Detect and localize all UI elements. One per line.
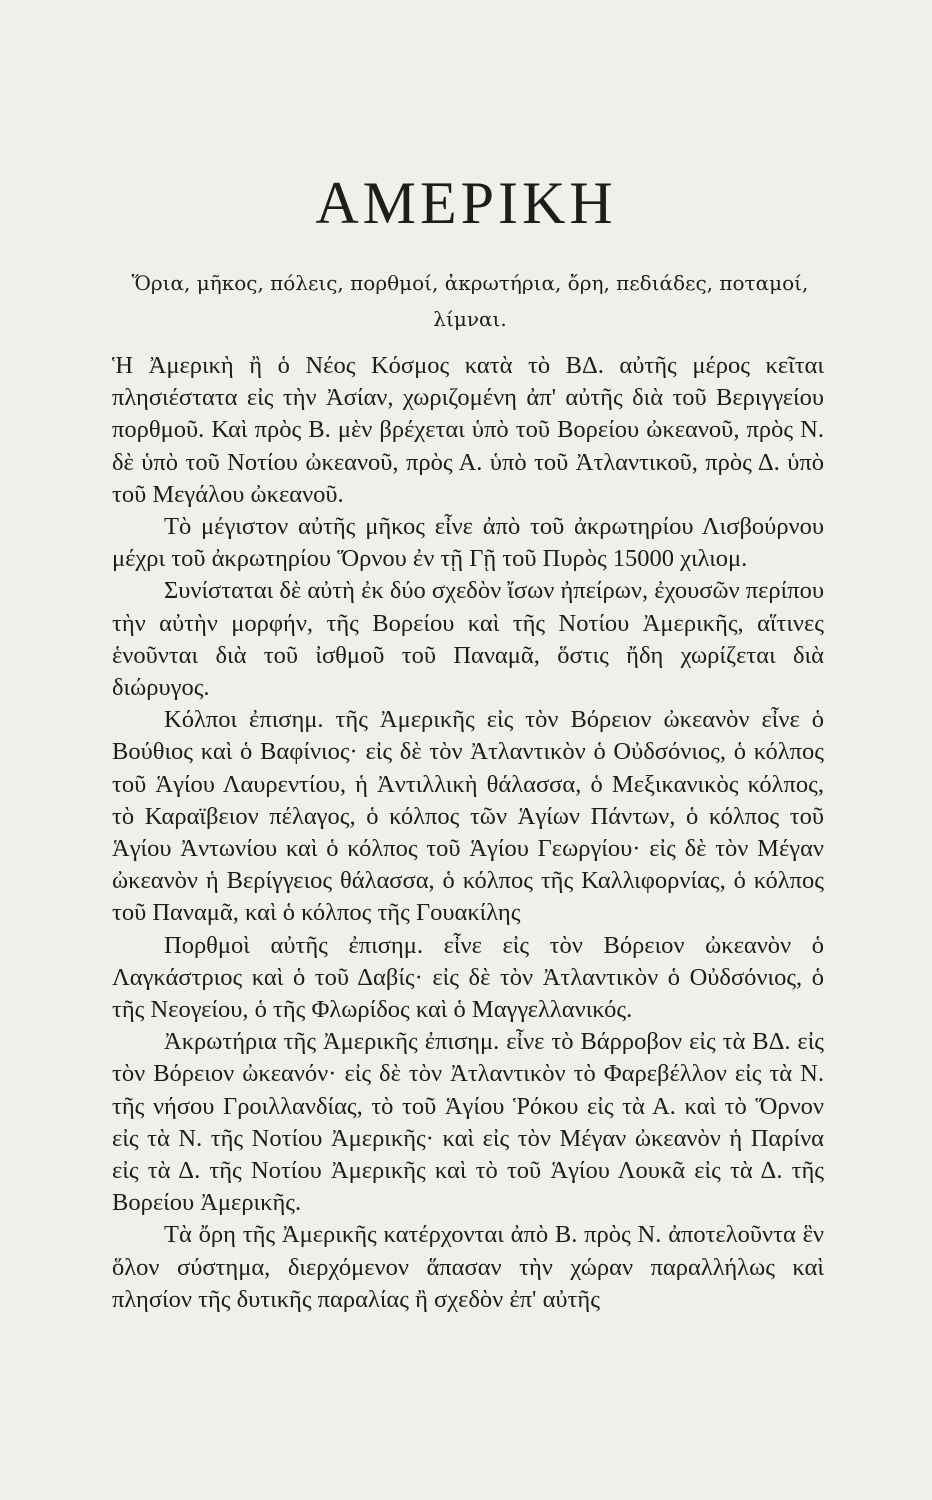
paragraph-intro: Ἡ Ἀμερικὴ ἢ ὁ Νέος Κόσμος κατὰ τὸ ΒΔ. αὐτῆς μέρος κεῖται πλησιέστατα εἰς τὴν Ἀσίαν, χωριζομένη ἀπ' αὐτῆς διὰ τοῦ Βεριγγείου πορθμοῦ. Καὶ πρὸς Β. μὲν βρέχεται ὑπὸ τοῦ Βορείου ὠκεανοῦ, πρὸς Ν. δὲ ὑπὸ τοῦ Νοτίου ὠκεανοῦ, πρὸς Α. ὑπὸ τοῦ Ἀτλαντικοῦ, πρὸς Δ. ὑπὸ τοῦ Μεγάλου ὠκεανοῦ. [112,352,824,508]
body-text [112,350,824,1316]
chapter-subtitle: Ὅρια, μῆκος, πόλεις, πορθμοί, ἀκρωτήρια, ὄρη, πεδιάδες, ποταμοί, λίμναι. [131,271,809,331]
paragraph-gulfs: Κόλποι ἐπισημ. τῆς Ἀμερικῆς εἰς τὸν Βόρειον ὠκεανὸν εἶνε ὁ Βούθιος καὶ ὁ Βαφίνιος· εἰς δὲ τὸν Ἀτλαντικὸν ὁ Οὐδσόνιος, ὁ κόλπος τοῦ Ἁγίου Λαυρεντίου, ἡ Ἀντιλλικὴ θάλασσα, ὁ Μεξικανικὸς κόλπος, τὸ Καραϊβειον πέλαγος, ὁ κόλπος τῶν Ἁγίων Πάντων, ὁ κόλπος τοῦ Ἁγίου Ἀντωνίου καὶ ὁ κόλπος τοῦ Ἁγίου Γεωργίου· εἰς δὲ τὸν Μέγαν ὠκεανὸν ἡ Βερίγγειος θάλασσα, ὁ κόλπος τῆς Καλλιφορνίας, ὁ κόλπος τοῦ Παναμᾶ, καὶ ὁ κόλπος τῆς Γουακίλης [112,706,824,927]
paragraph-continents: Συνίσταται δὲ αὐτὴ ἐκ δύο σχεδὸν ἴσων ἠπείρων, ἐχουσῶν περίπου τὴν αὐτὴν μορφήν, τῆς Βορείου καὶ τῆς Νοτίου Ἀμερικῆς, αἵτινες ἑνοῦνται διὰ τοῦ ἰσθμοῦ τοῦ Παναμᾶ, ὅστις ἤδη χωρίζεται διὰ διώρυγος. [112,577,824,702]
paragraph-straits: Πορθμοὶ αὐτῆς ἐπισημ. εἶνε εἰς τὸν Βόρειον ὠκεανὸν ὁ Λαγκάστριος καὶ ὁ τοῦ Δαβίς· εἰς δὲ τὸν Ἀτλαντικὸν ὁ Οὐδσόνιος, ὁ τῆς Νεογείου, ὁ τῆς Φλωρίδος καὶ ὁ Μαγγελλανικός. [112,931,824,1024]
chapter-title: ΑΜΕΡΙΚΗ [315,170,617,236]
paragraph-capes: Ἀκρωτήρια τῆς Ἀμερικῆς ἐπισημ. εἶνε τὸ Βάρροβον εἰς τὰ ΒΔ. εἰς τὸν Βόρειον ὠκεανόν· εἰς δὲ τὸν Ἀτλαντικὸν τὸ Φαρεβέλλον εἰς τὰ Ν. τῆς νήσου Γροιλλανδίας, τὸ τοῦ Ἁγίου Ῥόκου εἰς τὰ Α. καὶ τὸ Ὅρνον εἰς τὰ Ν. τῆς Νοτίου Ἀμερικῆς· καὶ εἰς τὸν Μέγαν ὠκεανὸν ἡ Παρίνα εἰς τὰ Δ. τῆς Νοτίου Ἀμερικῆς καὶ τὸ τοῦ Ἁγίου Λουκᾶ εἰς τὰ Δ. τῆς Βορείου Ἀμερικῆς. [112,1028,824,1217]
paragraph-length: Τὸ μέγιστον αὐτῆς μῆκος εἶνε ἀπὸ τοῦ ἀκρωτηρίου Λισβούρνου μέχρι τοῦ ἀκρωτηρίου Ὅρνου ἐν τῇ Γῇ τοῦ Πυρὸς 15000 χιλιομ. [112,513,824,573]
paragraph-mountains: Τὰ ὄρη τῆς Ἀμερικῆς κατέρχονται ἀπὸ Β. πρὸς Ν. ἀποτελοῦντα ἓν ὅλον σύστημα, διερχόμενον ἅπασαν τὴν χώραν παραλλήλως καὶ πλησίον τῆς δυτικῆς παραλίας ἢ σχεδὸν ἐπ' αὐτῆς [112,1221,824,1313]
